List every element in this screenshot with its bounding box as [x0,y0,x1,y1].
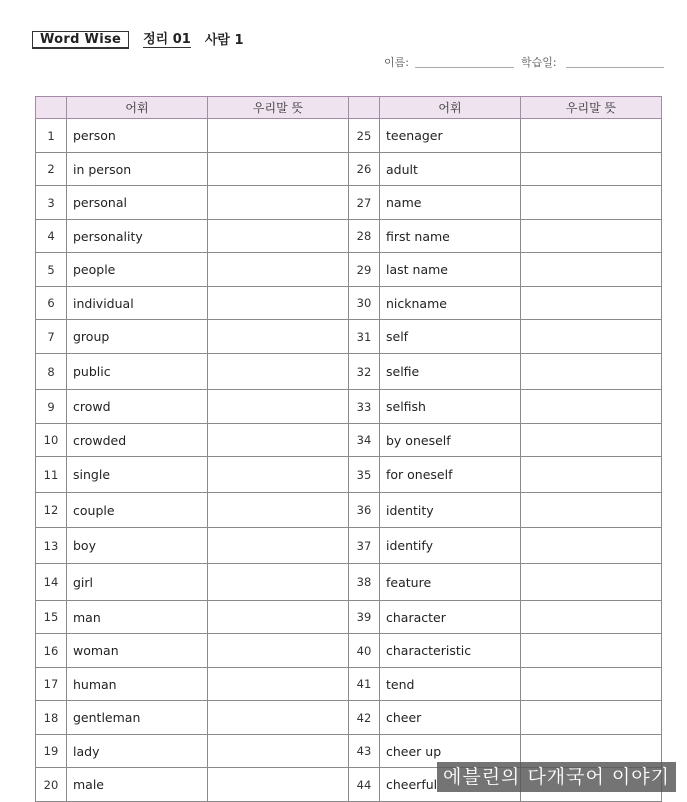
meaning-cell[interactable] [521,220,662,253]
meaning-cell[interactable] [521,528,662,564]
table-row [36,354,662,390]
word-cell: cheer [380,701,521,735]
word-cell: personal [67,186,208,220]
meaning-cell[interactable] [208,253,349,287]
meaning-cell[interactable] [208,768,349,802]
table-header-row [36,97,662,119]
word-cell: first name [380,220,521,253]
word-cell: lady [67,735,208,768]
word-cell: boy [67,528,208,564]
meaning-cell[interactable] [208,220,349,253]
table-row [36,564,662,601]
vocabulary-table [35,96,662,802]
date-label: 학습일: [521,56,557,69]
meaning-cell[interactable] [521,119,662,153]
word-cell: name [380,186,521,220]
word-cell: male [67,768,208,802]
meaning-cell[interactable] [208,457,349,493]
meaning-cell[interactable] [208,119,349,153]
meaning-cell[interactable] [521,153,662,186]
header-word: 어휘 [67,97,208,119]
word-number: 42 [349,701,380,735]
word-number: 35 [349,457,380,493]
word-number: 14 [36,564,67,601]
word-number: 41 [349,668,380,701]
word-number: 10 [36,424,67,457]
word-number: 7 [36,320,67,354]
word-number: 36 [349,493,380,528]
table-row [36,390,662,424]
meaning-cell[interactable] [521,493,662,528]
meaning-cell[interactable] [208,735,349,768]
meaning-cell[interactable] [208,186,349,220]
word-cell: crowd [67,390,208,424]
word-cell: feature [380,564,521,601]
table-row [36,457,662,493]
word-cell: single [67,457,208,493]
word-number: 27 [349,186,380,220]
word-cell: gentleman [67,701,208,735]
word-cell: personality [67,220,208,253]
word-number: 16 [36,634,67,668]
word-number: 4 [36,220,67,253]
table-row [36,287,662,320]
word-number: 1 [36,119,67,153]
word-number: 29 [349,253,380,287]
word-number: 15 [36,601,67,634]
meaning-cell[interactable] [208,153,349,186]
brand-label: Word Wise [32,31,129,49]
word-number: 38 [349,564,380,601]
word-number: 30 [349,287,380,320]
table-row [36,253,662,287]
meaning-cell[interactable] [521,668,662,701]
name-label: 이름: [384,56,409,69]
word-number: 3 [36,186,67,220]
meaning-cell[interactable] [521,186,662,220]
meaning-cell[interactable] [521,320,662,354]
word-number: 28 [349,220,380,253]
table-row [36,528,662,564]
watermark: 에블린의 다개국어 이야기 [437,762,676,792]
word-cell: group [67,320,208,354]
meaning-cell[interactable] [521,424,662,457]
meaning-cell[interactable] [521,354,662,390]
word-cell: cheer up [380,735,521,768]
word-cell: adult [380,153,521,186]
word-cell: for oneself [380,457,521,493]
header-number [36,97,67,119]
word-number: 5 [36,253,67,287]
word-cell: individual [67,287,208,320]
table-row [36,320,662,354]
word-cell: people [67,253,208,287]
meaning-cell[interactable] [208,424,349,457]
date-field[interactable] [566,67,664,68]
word-cell: selfie [380,354,521,390]
word-number: 37 [349,528,380,564]
table-row [36,701,662,735]
meaning-cell[interactable] [521,564,662,601]
meaning-cell[interactable] [208,701,349,735]
table-row [36,186,662,220]
meaning-cell[interactable] [521,253,662,287]
word-cell: crowded [67,424,208,457]
meaning-cell[interactable] [208,287,349,320]
word-cell: man [67,601,208,634]
word-cell: character [380,601,521,634]
header-meaning: 우리말 뜻 [208,97,349,119]
word-cell: girl [67,564,208,601]
word-number: 17 [36,668,67,701]
word-number: 9 [36,390,67,424]
meaning-cell[interactable] [521,601,662,634]
word-number: 13 [36,528,67,564]
word-number: 34 [349,424,380,457]
word-number: 39 [349,601,380,634]
meaning-cell[interactable] [208,601,349,634]
word-number: 26 [349,153,380,186]
word-number: 32 [349,354,380,390]
word-number: 2 [36,153,67,186]
meaning-cell[interactable] [208,668,349,701]
word-number: 19 [36,735,67,768]
word-number: 6 [36,287,67,320]
word-number: 31 [349,320,380,354]
word-cell: nickname [380,287,521,320]
table-row [36,424,662,457]
word-number: 33 [349,390,380,424]
meaning-cell[interactable] [208,564,349,601]
vocabulary-body [36,119,662,802]
word-cell: last name [380,253,521,287]
word-cell: in person [67,153,208,186]
meaning-cell[interactable] [521,457,662,493]
word-cell: self [380,320,521,354]
topic-title: 사람 1 [204,32,244,48]
meaning-cell[interactable] [208,354,349,390]
word-number: 25 [349,119,380,153]
meaning-cell[interactable] [208,493,349,528]
table-row [36,153,662,186]
word-cell: person [67,119,208,153]
table-row [36,493,662,528]
word-cell: tend [380,668,521,701]
meaning-cell[interactable] [521,287,662,320]
student-fields [384,52,664,70]
meaning-cell[interactable] [208,390,349,424]
word-cell: public [67,354,208,390]
word-cell: selfish [380,390,521,424]
word-cell: woman [67,634,208,668]
word-number: 12 [36,493,67,528]
word-number: 40 [349,634,380,668]
name-field[interactable] [415,67,514,68]
meaning-cell[interactable] [521,390,662,424]
table-row [36,634,662,668]
word-number: 44 [349,768,380,802]
word-cell: human [67,668,208,701]
table-row [36,220,662,253]
meaning-cell[interactable] [208,320,349,354]
worksheet-header [32,30,244,50]
word-cell: cheerful [380,768,521,802]
meaning-cell[interactable] [521,634,662,668]
word-number: 18 [36,701,67,735]
word-cell: characteristic [380,634,521,668]
meaning-cell[interactable] [521,701,662,735]
word-number: 20 [36,768,67,802]
meaning-cell[interactable] [208,528,349,564]
table-row [36,668,662,701]
word-number: 11 [36,457,67,493]
header-meaning: 우리말 뜻 [521,97,662,119]
word-cell: teenager [380,119,521,153]
word-number: 8 [36,354,67,390]
table-row [36,601,662,634]
header-number [349,97,380,119]
word-cell: identity [380,493,521,528]
word-number: 43 [349,735,380,768]
header-word: 어휘 [380,97,521,119]
unit-label: 정리 01 [143,32,191,47]
word-cell: by oneself [380,424,521,457]
word-cell: couple [67,493,208,528]
meaning-cell[interactable] [208,634,349,668]
word-cell: identify [380,528,521,564]
table-row [36,119,662,153]
